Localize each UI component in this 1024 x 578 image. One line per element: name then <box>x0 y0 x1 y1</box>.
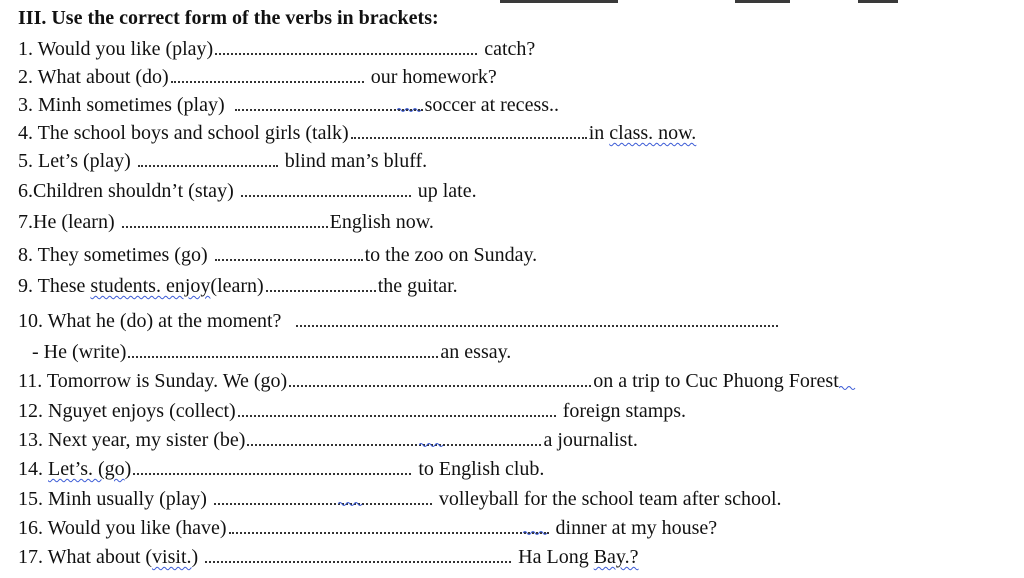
cropped-top-rule <box>500 0 618 3</box>
item-continuation: up late. <box>417 180 477 202</box>
item-prompt: - He (write) <box>32 341 127 363</box>
item-prompt-flagged: visit. <box>152 546 192 568</box>
answer-blank[interactable] <box>241 175 411 197</box>
exercise-item-10-followup <box>32 336 511 364</box>
exercise-item-7 <box>18 206 434 234</box>
spellcheck-squiggle <box>523 530 549 535</box>
item-continuation: foreign stamps. <box>562 400 687 422</box>
item-prompt: 14. <box>18 458 48 480</box>
answer-blank[interactable] <box>266 270 376 292</box>
item-continuation: Ha Long <box>518 546 594 568</box>
answer-blank[interactable] <box>289 365 591 387</box>
item-prompt-tail: ) <box>124 458 132 480</box>
item-prompt: 3. Minh sometimes (play) <box>18 94 225 116</box>
item-prompt-flagged: students. enjoy <box>90 275 211 297</box>
cropped-top-rule <box>858 0 898 3</box>
item-prompt: 11. Tomorrow is Sunday. We (go) <box>18 370 288 392</box>
item-continuation: to English club. <box>418 458 545 480</box>
answer-blank[interactable] <box>296 305 778 327</box>
item-continuation: to the zoo on Sunday. <box>364 244 538 266</box>
item-prompt: 4. The school boys and school girls (talk) <box>18 122 349 144</box>
item-continuation: in <box>588 122 610 144</box>
exercise-item-11 <box>18 365 857 393</box>
item-prompt: 1. Would you like (play) <box>18 38 214 60</box>
cropped-top-rule <box>735 0 790 3</box>
exercise-item-9 <box>18 270 458 298</box>
answer-blank[interactable] <box>138 145 278 167</box>
item-continuation: catch? <box>484 38 536 60</box>
item-continuation: soccer at recess.. <box>424 94 560 116</box>
answer-blank[interactable] <box>205 541 511 563</box>
item-prompt-tail: ) <box>191 546 199 568</box>
item-continuation: our homework? <box>370 66 497 88</box>
item-continuation: English now. <box>329 211 434 233</box>
item-prompt: 10. What he (do) at the moment? <box>18 310 282 332</box>
spellcheck-squiggle <box>397 107 423 112</box>
answer-blank[interactable] <box>351 117 587 139</box>
answer-blank[interactable] <box>215 33 477 55</box>
item-prompt: 16. Would you like (have) <box>18 517 227 539</box>
exercise-item-10 <box>18 305 780 333</box>
item-continuation: an essay. <box>440 341 512 363</box>
exercise-item-5 <box>18 145 427 173</box>
item-continuation: volleyball for the school team after school. <box>438 488 782 510</box>
answer-blank[interactable] <box>247 424 541 446</box>
answer-blank[interactable] <box>235 89 423 111</box>
item-prompt: 9. These <box>18 275 91 297</box>
answer-blank[interactable] <box>238 395 556 417</box>
item-continuation: blind man’s bluff. <box>284 150 428 172</box>
spellcheck-squiggle <box>419 442 445 447</box>
item-prompt: 13. Next year, my sister (be) <box>18 429 246 451</box>
exercise-item-16 <box>18 512 717 540</box>
answer-blank[interactable] <box>229 512 549 534</box>
item-continuation: dinner at my house? <box>555 517 718 539</box>
item-continuation: the guitar. <box>377 275 458 297</box>
item-prompt: 8. They sometimes (go) <box>18 244 208 266</box>
exercise-item-1 <box>18 33 535 61</box>
exercise-item-14 <box>18 453 544 481</box>
spellcheck-squiggle <box>839 385 857 391</box>
item-prompt: 15. Minh usually (play) <box>18 488 207 510</box>
answer-blank[interactable] <box>133 453 411 475</box>
item-prompt: 17. What about ( <box>18 546 153 568</box>
exercise-heading: III. Use the correct form of the verbs in brackets: <box>18 7 439 29</box>
answer-blank[interactable] <box>171 61 364 83</box>
answer-blank[interactable] <box>215 239 363 261</box>
answer-blank[interactable] <box>128 336 438 358</box>
spellcheck-squiggle <box>338 501 364 506</box>
item-prompt: 12. Nguyet enjoys (collect) <box>18 400 236 422</box>
exercise-item-17 <box>18 541 639 569</box>
exercise-item-15 <box>18 483 782 511</box>
exercise-item-12 <box>18 395 686 423</box>
item-prompt: 6.Children shouldn’t (stay) <box>18 180 234 202</box>
exercise-item-4 <box>18 117 696 145</box>
item-prompt-flagged: Let’s. (go <box>48 458 125 480</box>
exercise-item-2 <box>18 61 497 89</box>
item-prompt: 2. What about (do) <box>18 66 169 88</box>
item-prompt: 7.He (learn) <box>18 211 115 233</box>
answer-blank[interactable] <box>122 206 328 228</box>
exercise-item-8 <box>18 239 537 267</box>
item-continuation-flagged: class. now. <box>609 122 697 144</box>
item-prompt: 5. Let’s (play) <box>18 150 131 172</box>
exercise-item-6 <box>18 175 477 203</box>
exercise-item-13 <box>18 424 638 452</box>
item-continuation-flagged: Bay.? <box>593 546 639 568</box>
item-continuation: a journalist. <box>543 429 638 451</box>
exercise-item-3 <box>18 89 559 117</box>
item-prompt-tail: (learn) <box>210 275 264 297</box>
answer-blank[interactable] <box>214 483 432 505</box>
item-continuation: on a trip to Cuc Phuong Forest <box>593 370 839 392</box>
